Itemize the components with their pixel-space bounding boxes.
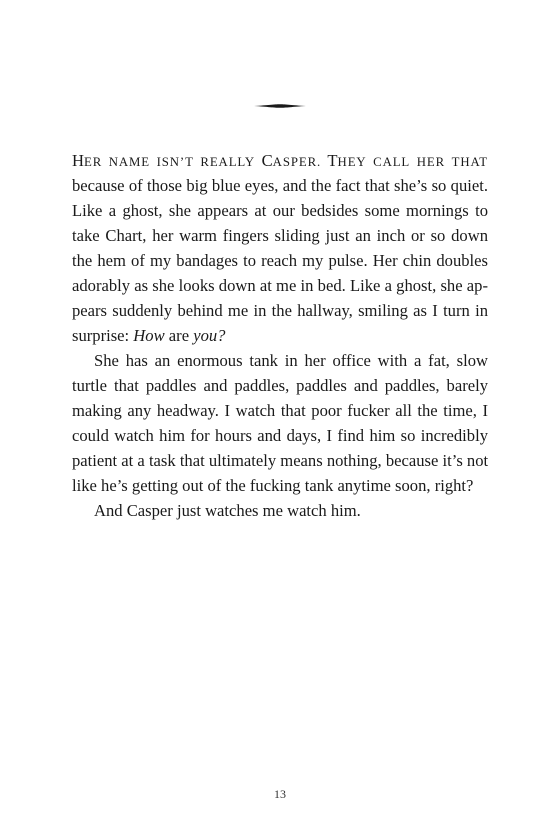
text-line-last [72,323,488,348]
text-line: making any headway. I watch that poor fucker all the time, I [72,401,488,420]
text-line: She has an enormous tank in her office with a fat, slow [94,351,488,370]
text-run: surprise: [72,326,134,345]
text-line: take Chart, her warm fingers sliding just an inch or so down [72,226,488,245]
smallcaps-rest: NAME [108,155,151,169]
paragraph-1 [72,148,488,348]
smallcaps-word [72,151,102,170]
paragraph-3 [72,498,488,523]
text-line: the hem of my bandages to reach my pulse. Her chin doubles [72,251,488,270]
text-run: are [164,326,194,345]
body-text [72,148,488,523]
text-line-last: And Casper just watches me watch him. [94,501,361,520]
smallcaps-word [262,151,322,170]
opening-line-smallcaps [72,148,488,173]
smallcaps-word [417,151,445,170]
smallcaps-rest: CALL [373,155,411,169]
smallcaps-rest: THAT [451,155,488,169]
smallcaps-rest: HER [416,155,446,169]
smallcaps-word [452,151,488,170]
paragraph-2 [72,348,488,498]
text-line: Like a ghost, she appears at our bedsides some mornings to [72,201,488,220]
text-line-last: like he’s getting out of the fucking tank anytime soon, right? [72,476,474,495]
smallcaps-word [109,151,150,170]
smallcaps-rest: HEY [337,155,367,169]
swelled-rule-ornament-icon [254,103,306,109]
italic-text: How [133,326,165,345]
text-line: patient at a task that ultimately means nothing, because it’s not [72,451,489,470]
smallcaps-word [200,151,255,170]
text-line: pears suddenly behind me in the hallway, smiling as I turn in [72,301,488,320]
page-number: 13 [274,787,286,801]
smallcaps-word [157,151,194,170]
smallcaps-rest: ASPER. [272,155,322,169]
text-line: adorably as she looks down at me in bed. Like a ghost, she ap- [72,276,488,295]
smallcaps-rest: ISN’T [156,155,194,169]
smallcaps-rest: REALLY [200,155,255,169]
text-line: could watch him for hours and days, I find him so incredibly [72,426,488,445]
smallcaps-capital: H [72,151,84,170]
smallcaps-word [373,151,410,170]
smallcaps-capital: T [327,151,338,170]
text-line: turtle that paddles and paddles, paddles and paddles, barely [72,376,488,395]
smallcaps-word [327,151,366,170]
smallcaps-capital: C [261,151,273,170]
smallcaps-rest: ER [83,155,103,169]
text-line: because of those big blue eyes, and the fact that she’s so quiet. [72,176,488,195]
italic-text: you? [193,326,226,345]
